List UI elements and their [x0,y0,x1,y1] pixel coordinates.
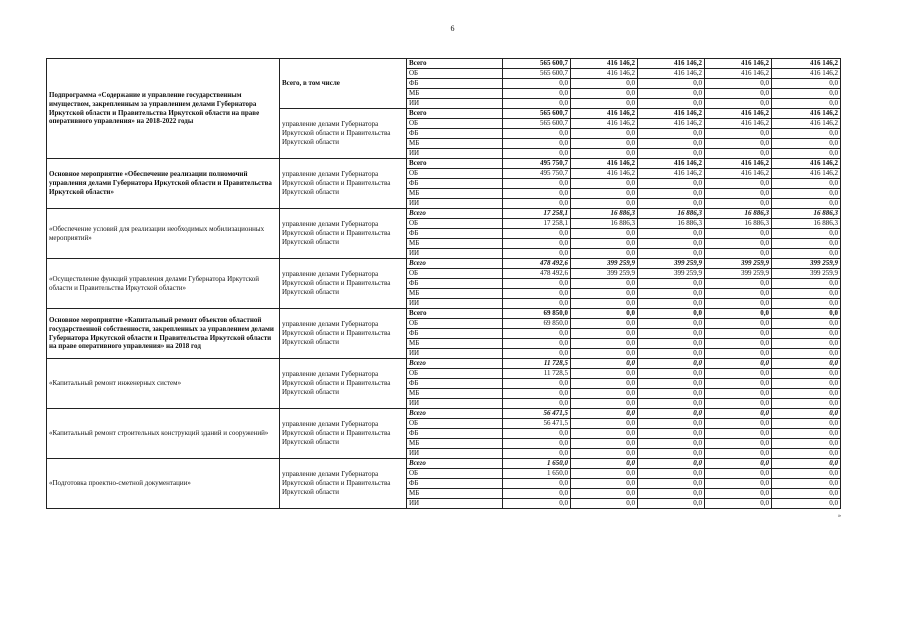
amount-cell: 0,0 [503,239,571,249]
amount-cell: 0,0 [705,199,772,209]
amount-cell: 0,0 [772,319,841,329]
source-label: Всего [407,109,503,119]
amount-cell: 0,0 [571,249,638,259]
table-row [47,359,841,369]
activity-name: «Обеспечение условий для реализации необходимых мобилизационных мероприятий» [47,209,280,259]
amount-cell: 0,0 [772,89,841,99]
amount-cell: 565 600,7 [503,119,571,129]
amount-cell: 1 650,0 [503,459,571,469]
amount-cell: 0,0 [638,379,705,389]
activity-name: «Подготовка проектно-сметной документации» [47,459,280,509]
amount-cell: 0,0 [772,419,841,429]
amount-cell: 56 471,5 [503,409,571,419]
amount-cell: 416 146,2 [638,109,705,119]
amount-cell: 399 259,9 [705,259,772,269]
amount-cell: 0,0 [571,449,638,459]
amount-cell: 0,0 [503,199,571,209]
amount-cell: 0,0 [503,349,571,359]
activity-name: «Капитальный ремонт строительных конструкций зданий и сооружений» [47,409,280,459]
amount-cell: 0,0 [772,129,841,139]
table-row [47,259,841,269]
amount-cell: 0,0 [772,409,841,419]
amount-cell: 0,0 [571,289,638,299]
source-label: МБ [407,389,503,399]
amount-cell: 416 146,2 [705,169,772,179]
amount-cell: 0,0 [638,179,705,189]
amount-cell: 0,0 [705,499,772,509]
amount-cell: 0,0 [705,399,772,409]
source-label: ФБ [407,129,503,139]
amount-cell: 0,0 [571,99,638,109]
amount-cell: 399 259,9 [571,259,638,269]
source-label: Всего [407,159,503,169]
source-label: МБ [407,239,503,249]
executor-cell: управление делами Губернатора Иркутской области и Правительства Иркутской области [280,259,407,309]
source-label: ОБ [407,69,503,79]
amount-cell: 16 886,3 [772,219,841,229]
amount-cell: 0,0 [638,79,705,89]
amount-cell: 416 146,2 [705,59,772,69]
source-label: ИИ [407,349,503,359]
amount-cell: 399 259,9 [638,259,705,269]
amount-cell: 0,0 [705,99,772,109]
executor-cell: управление делами Губернатора Иркутской области и Правительства Иркутской области [280,459,407,509]
amount-cell: 0,0 [503,139,571,149]
amount-cell: 416 146,2 [571,69,638,79]
source-label: Всего [407,259,503,269]
source-label: ОБ [407,369,503,379]
amount-cell: 0,0 [638,289,705,299]
amount-cell: 495 750,7 [503,169,571,179]
amount-cell: 0,0 [638,469,705,479]
amount-cell: 0,0 [503,339,571,349]
amount-cell: 416 146,2 [705,159,772,169]
amount-cell: 0,0 [772,309,841,319]
source-label: ИИ [407,249,503,259]
amount-cell: 0,0 [638,399,705,409]
amount-cell: 416 146,2 [638,169,705,179]
source-label: МБ [407,289,503,299]
amount-cell: 0,0 [705,479,772,489]
amount-cell: 0,0 [638,489,705,499]
source-label: МБ [407,89,503,99]
source-label: Всего [407,59,503,69]
source-label: ОБ [407,319,503,329]
amount-cell: 0,0 [503,439,571,449]
amount-cell: 0,0 [705,309,772,319]
amount-cell: 416 146,2 [571,119,638,129]
amount-cell: 0,0 [638,369,705,379]
amount-cell: 0,0 [503,329,571,339]
amount-cell: 0,0 [772,369,841,379]
amount-cell: 0,0 [772,449,841,459]
source-label: ФБ [407,329,503,339]
amount-cell: 565 600,7 [503,59,571,69]
amount-cell: 0,0 [705,329,772,339]
amount-cell: 0,0 [638,389,705,399]
amount-cell: 0,0 [571,389,638,399]
amount-cell: 0,0 [503,149,571,159]
amount-cell: 399 259,9 [705,269,772,279]
source-label: Всего [407,359,503,369]
amount-cell: 0,0 [503,89,571,99]
amount-cell: 416 146,2 [571,109,638,119]
amount-cell: 0,0 [638,99,705,109]
source-label: ОБ [407,269,503,279]
amount-cell: 0,0 [705,409,772,419]
amount-cell: 0,0 [571,229,638,239]
amount-cell: 416 146,2 [638,69,705,79]
amount-cell: 56 471,5 [503,419,571,429]
amount-cell: 0,0 [705,149,772,159]
amount-cell: 0,0 [571,149,638,159]
source-label: ИИ [407,199,503,209]
table-body [47,59,841,509]
amount-cell: 0,0 [772,489,841,499]
amount-cell: 0,0 [772,99,841,109]
amount-cell: 0,0 [772,359,841,369]
amount-cell: 0,0 [571,189,638,199]
amount-cell: 0,0 [503,179,571,189]
table-row [47,409,841,419]
amount-cell: 0,0 [503,399,571,409]
amount-cell: 0,0 [772,149,841,159]
amount-cell: 0,0 [638,459,705,469]
amount-cell: 399 259,9 [772,269,841,279]
source-label: ИИ [407,399,503,409]
activity-name: Подпрограмма «Содержание и управление государственным имуществом, закрепленным за управлением делами Губернатора Иркутской области и Правительства Иркутской области на праве оперативного управления» на 2018-2022 годы [47,59,280,159]
amount-cell: 0,0 [638,429,705,439]
amount-cell: 0,0 [571,309,638,319]
amount-cell: 0,0 [638,199,705,209]
source-label: ИИ [407,499,503,509]
amount-cell: 0,0 [772,469,841,479]
amount-cell: 16 886,3 [638,219,705,229]
amount-cell: 0,0 [705,359,772,369]
executor-cell: управление делами Губернатора Иркутской области и Правительства Иркутской области [280,359,407,409]
amount-cell: 0,0 [638,299,705,309]
amount-cell: 16 886,3 [571,209,638,219]
amount-cell: 0,0 [503,99,571,109]
amount-cell: 0,0 [772,229,841,239]
amount-cell: 11 728,5 [503,369,571,379]
amount-cell: 416 146,2 [772,69,841,79]
amount-cell: 0,0 [772,199,841,209]
amount-cell: 0,0 [705,459,772,469]
amount-cell: 0,0 [571,439,638,449]
amount-cell: 399 259,9 [772,259,841,269]
amount-cell: 495 750,7 [503,159,571,169]
source-label: ИИ [407,449,503,459]
amount-cell: 0,0 [705,419,772,429]
amount-cell: 0,0 [772,349,841,359]
executor-cell: управление делами Губернатора Иркутской области и Правительства Иркутской области [280,309,407,359]
amount-cell: 0,0 [571,479,638,489]
amount-cell: 0,0 [503,289,571,299]
amount-cell: 0,0 [638,89,705,99]
amount-cell: 0,0 [503,449,571,459]
amount-cell: 16 886,3 [638,209,705,219]
amount-cell: 0,0 [571,319,638,329]
amount-cell: 0,0 [503,389,571,399]
amount-cell: 0,0 [638,319,705,329]
amount-cell: 0,0 [571,89,638,99]
amount-cell: 0,0 [705,139,772,149]
amount-cell: 0,0 [638,329,705,339]
amount-cell: 416 146,2 [638,119,705,129]
amount-cell: 16 886,3 [705,209,772,219]
amount-cell: 0,0 [503,499,571,509]
source-label: ОБ [407,219,503,229]
amount-cell: 416 146,2 [772,109,841,119]
amount-cell: 0,0 [638,149,705,159]
amount-cell: 0,0 [638,229,705,239]
amount-cell: 0,0 [503,129,571,139]
amount-cell: 0,0 [571,379,638,389]
amount-cell: 0,0 [705,319,772,329]
amount-cell: 0,0 [638,239,705,249]
amount-cell: 416 146,2 [705,119,772,129]
source-label: МБ [407,489,503,499]
amount-cell: 416 146,2 [772,119,841,129]
amount-cell: 0,0 [571,459,638,469]
amount-cell: 0,0 [772,239,841,249]
amount-cell: 0,0 [503,379,571,389]
amount-cell: 0,0 [638,339,705,349]
amount-cell: 0,0 [772,79,841,89]
amount-cell: 0,0 [571,359,638,369]
activity-name: «Капитальный ремонт инженерных систем» [47,359,280,409]
amount-cell: 0,0 [705,339,772,349]
amount-cell: 17 258,1 [503,209,571,219]
source-label: ФБ [407,279,503,289]
amount-cell: 0,0 [705,349,772,359]
amount-cell: 0,0 [705,239,772,249]
amount-cell: 0,0 [503,279,571,289]
amount-cell: 0,0 [571,499,638,509]
source-label: ОБ [407,469,503,479]
amount-cell: 0,0 [705,79,772,89]
amount-cell: 0,0 [571,179,638,189]
source-label: ОБ [407,119,503,129]
amount-cell: 0,0 [772,279,841,289]
amount-cell: 0,0 [638,419,705,429]
amount-cell: 0,0 [705,429,772,439]
amount-cell: 0,0 [705,439,772,449]
amount-cell: 0,0 [638,279,705,289]
amount-cell: 416 146,2 [638,59,705,69]
amount-cell: 0,0 [571,279,638,289]
amount-cell: 0,0 [772,439,841,449]
amount-cell: 0,0 [772,479,841,489]
executor-cell: Всего, в том числе [280,59,407,109]
amount-cell: 0,0 [571,469,638,479]
amount-cell: 0,0 [772,379,841,389]
amount-cell: 0,0 [638,129,705,139]
amount-cell: 478 492,6 [503,259,571,269]
amount-cell: 0,0 [772,249,841,259]
amount-cell: 69 850,0 [503,319,571,329]
amount-cell: 0,0 [503,229,571,239]
amount-cell: 17 258,1 [503,219,571,229]
amount-cell: 0,0 [503,479,571,489]
page-number: 6 [450,24,455,33]
amount-cell: 0,0 [705,469,772,479]
source-label: ФБ [407,229,503,239]
source-label: ИИ [407,99,503,109]
amount-cell: 416 146,2 [705,109,772,119]
amount-cell: 0,0 [772,499,841,509]
source-label: ФБ [407,379,503,389]
amount-cell: 416 146,2 [772,159,841,169]
amount-cell: 478 492,6 [503,269,571,279]
amount-cell: 0,0 [571,429,638,439]
paragraph-mark: » [838,513,841,519]
amount-cell: 0,0 [705,489,772,499]
amount-cell: 0,0 [571,409,638,419]
amount-cell: 0,0 [638,349,705,359]
amount-cell: 0,0 [638,309,705,319]
table-row [47,309,841,319]
executor-cell: управление делами Губернатора Иркутской области и Правительства Иркутской области [280,409,407,459]
source-label: МБ [407,439,503,449]
amount-cell: 0,0 [705,449,772,459]
amount-cell: 0,0 [638,439,705,449]
amount-cell: 0,0 [705,129,772,139]
amount-cell: 0,0 [638,409,705,419]
executor-cell: управление делами Губернатора Иркутской области и Правительства Иркутской области [280,109,407,159]
amount-cell: 0,0 [772,139,841,149]
executor-cell: управление делами Губернатора Иркутской области и Правительства Иркутской области [280,209,407,259]
amount-cell: 0,0 [772,179,841,189]
amount-cell: 0,0 [772,329,841,339]
source-label: МБ [407,189,503,199]
amount-cell: 16 886,3 [772,209,841,219]
amount-cell: 0,0 [638,249,705,259]
activity-name: Основное мероприятие «Капитальный ремонт объектов областной государственной собственности, закрепленных за управлением делами Губернатора Иркутской области и Правительства Иркутской области на праве оперативного управления» на 2018 год [47,309,280,359]
amount-cell: 0,0 [705,89,772,99]
source-label: МБ [407,339,503,349]
amount-cell: 416 146,2 [772,169,841,179]
amount-cell: 0,0 [571,489,638,499]
amount-cell: 399 259,9 [638,269,705,279]
amount-cell: 0,0 [772,429,841,439]
amount-cell: 0,0 [772,339,841,349]
source-label: ОБ [407,169,503,179]
amount-cell: 416 146,2 [571,159,638,169]
amount-cell: 565 600,7 [503,69,571,79]
table-row [47,209,841,219]
amount-cell: 0,0 [571,299,638,309]
table-row [47,459,841,469]
activity-name: Основное мероприятие «Обеспечение реализации полномочий управления делами Губернатора Иркутской области и Правительства Иркутской области» [47,159,280,209]
amount-cell: 0,0 [571,349,638,359]
amount-cell: 0,0 [772,189,841,199]
executor-cell: управление делами Губернатора Иркутской области и Правительства Иркутской области [280,159,407,209]
amount-cell: 0,0 [705,289,772,299]
amount-cell: 0,0 [503,489,571,499]
amount-cell: 416 146,2 [772,59,841,69]
source-label: ФБ [407,79,503,89]
amount-cell: 0,0 [571,79,638,89]
amount-cell: 416 146,2 [705,69,772,79]
amount-cell: 0,0 [571,369,638,379]
amount-cell: 69 850,0 [503,309,571,319]
activity-name: «Осуществление функций управления делами Губернатора Иркутской области и Правительства Иркутской области» [47,259,280,309]
table-row [47,59,841,69]
source-label: ИИ [407,149,503,159]
amount-cell: 0,0 [705,229,772,239]
amount-cell: 0,0 [571,199,638,209]
amount-cell: 16 886,3 [705,219,772,229]
amount-cell: 416 146,2 [571,59,638,69]
amount-cell: 0,0 [571,129,638,139]
amount-cell: 0,0 [705,379,772,389]
amount-cell: 0,0 [772,299,841,309]
amount-cell: 0,0 [503,299,571,309]
source-label: ФБ [407,479,503,489]
amount-cell: 0,0 [772,289,841,299]
amount-cell: 416 146,2 [638,159,705,169]
amount-cell: 0,0 [503,189,571,199]
amount-cell: 0,0 [705,299,772,309]
amount-cell: 0,0 [638,139,705,149]
amount-cell: 0,0 [638,189,705,199]
amount-cell: 0,0 [705,279,772,289]
source-label: Всего [407,209,503,219]
amount-cell: 399 259,9 [571,269,638,279]
amount-cell: 0,0 [571,139,638,149]
amount-cell: 0,0 [503,249,571,259]
source-label: ФБ [407,179,503,189]
amount-cell: 0,0 [571,339,638,349]
amount-cell: 1 650,0 [503,469,571,479]
amount-cell: 0,0 [638,449,705,459]
source-label: МБ [407,139,503,149]
amount-cell: 0,0 [503,79,571,89]
amount-cell: 0,0 [571,419,638,429]
amount-cell: 0,0 [571,399,638,409]
amount-cell: 0,0 [571,239,638,249]
amount-cell: 16 886,3 [571,219,638,229]
source-label: ФБ [407,429,503,439]
amount-cell: 0,0 [638,499,705,509]
amount-cell: 0,0 [571,329,638,339]
amount-cell: 0,0 [705,179,772,189]
table-row [47,159,841,169]
source-label: ИИ [407,299,503,309]
amount-cell: 0,0 [503,429,571,439]
amount-cell: 0,0 [705,389,772,399]
amount-cell: 0,0 [705,189,772,199]
source-label: Всего [407,309,503,319]
budget-table [46,58,841,509]
amount-cell: 0,0 [772,399,841,409]
amount-cell: 11 728,5 [503,359,571,369]
source-label: Всего [407,409,503,419]
amount-cell: 0,0 [638,359,705,369]
amount-cell: 565 600,7 [503,109,571,119]
source-label: Всего [407,459,503,469]
source-label: ОБ [407,419,503,429]
amount-cell: 0,0 [705,249,772,259]
amount-cell: 0,0 [772,459,841,469]
amount-cell: 0,0 [638,479,705,489]
amount-cell: 416 146,2 [571,169,638,179]
amount-cell: 0,0 [705,369,772,379]
amount-cell: 0,0 [772,389,841,399]
